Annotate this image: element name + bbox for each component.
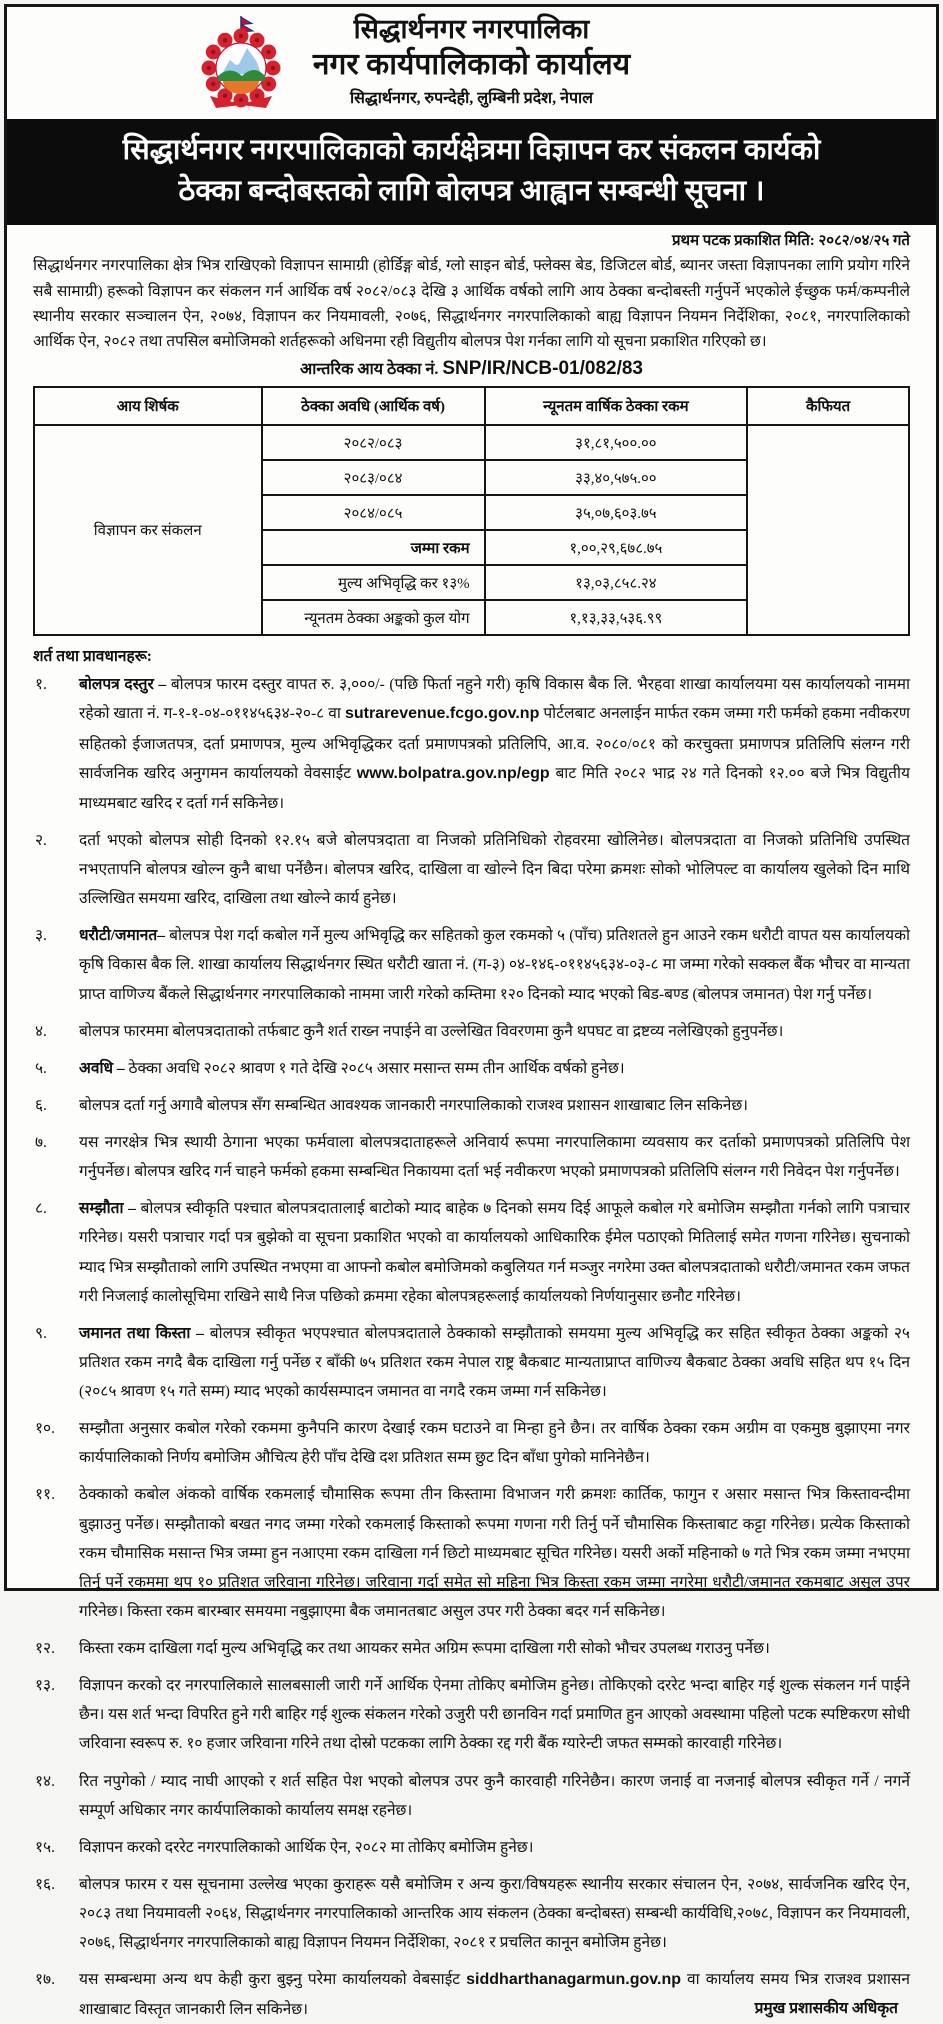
- term-item: [7, 1480, 936, 1626]
- term-item: [7, 1091, 936, 1120]
- term-item: [7, 1767, 936, 1825]
- term-text: सम्झौता – बोलपत्र स्वीकृति पश्चात बोलपत्रदातालाई बाटोको म्याद बाहेक ७ दिनको समय दिई आफूले कबोल गरे बमोजिम सम्झौता गर्नको लागि पत्राचार गरिनेछ। यसरी पत्राचार गर्दा पत्र बुझेको वा सूचना प्रकाशित भएको वा कार्यालयको आधिकारिक ईमेल पठाएको मितिलाई समेत गणना गरिनेछ। सुचनाको म्याद भित्र सम्झौताको लागि उपस्थित नभएमा वा आफ्नो कबोल बमोजिमको कबुलियत गर्न मञ्जुर नगरेमा उक्त बोलपत्रदाताको धरौटी/जमानत रकम जफत गरी निजलाई कालोसूचिमा राखिने साथै निज पछिको क्रममा रहेका बोलपत्रहरूलाई कार्यालयको निर्णयानुसार छनौट गरिनेछ।: [79, 1200, 910, 1305]
- tender-number-value: SNP/IR/NCB-01/082/83: [442, 358, 643, 380]
- term-text: यस सम्बन्धमा अन्य थप केही कुरा बुझ्नु परेमा कार्यालयको वेबसाईट siddharthanagarmun.gov.np वा कार्यालय समय भित्र राजश्व प्रशासन शाखाबाट विस्तृत जानकारी लिन सकिनेछ।: [79, 1971, 910, 2019]
- term-item: [7, 1833, 936, 1862]
- period-cell: २०८३/०८४: [262, 460, 485, 495]
- income-title-cell: विज्ञापन कर संकलन: [34, 425, 262, 635]
- term-number: १६.: [35, 1875, 55, 1893]
- notice-title-line1: सिद्धार्थनगर नगरपालिकाको कार्यक्षेत्रमा विज्ञापन कर संकलन कार्यको: [122, 134, 821, 166]
- term-item: [7, 1128, 936, 1186]
- term-text: बोलपत्र दस्तुर – बोलपत्र फारम दस्तुर वापत रु. ३,०००/- (पछि फिर्ता नहुने गरी) कृषि विकास बैक लि. भैरहवा शाखा कार्यालयमा यस कार्यालयको नाममा रहेको खाता नं. ग-१-१-०४-०११४५६३४-२०-८ वा sutrarevenue.fcgo.gov.np पोर्टलबाट अनलाईन मार्फत रकम जम्मा गरी फर्मको हकमा नवीकरण सहितको ईजाजतपत्र, दर्ता प्रमाणपत्र, मुल्य अभिवृद्धिकर दर्ता प्रमाणपत्रको प्रतिलिपि, आ.व. २०८०/०८१ को करचुक्ता प्रमाणपत्र प्रतिलिपि संलग्न गरी सार्वजनिक खरिद अनुगमन कार्यालयको वेवसाईट www.bolpatra.gov.np/egp बाट मिति २०८२ भाद्र २४ गते दिनको १२.०० बजे भित्र विद्युतीय माध्यमबाट खरिद र दर्ता गर्न सकिनेछ।: [79, 676, 911, 812]
- notice-title-banner: [7, 119, 936, 225]
- term-text: दर्ता भएको बोलपत्र सोही दिनको १२.१५ बजे बोलपत्रदाता वा निजको प्रतिनिधिको रोहवरमा खोलिनेछ। बोलपत्रदाता वा निजको प्रतिनिधि उपस्थित नभएतापनि बोलपत्र खोल्न कुनै बाधा पर्नेछैन। बोलपत्र खरिद, दाखिला वा खोल्ने दिन बिदा परेमा क्रमशः सोको भोलिपल्ट वा कार्यालय खुलेको दिन माथि उल्लिखित समयमा खरिद, दाखिला तथा खोल्ने कार्य हुनेछ।: [79, 831, 910, 908]
- term-text: बोलपत्र फारम र यस सूचनामा उल्लेख भएका कुराहरू यसै बमोजिम र अन्य कुरा/विषयहरू स्थानीय सरकार संचालन ऐन, २०७४, सार्वजनिक खरिद ऐन, २०८३ तथा नियमावली २०६४, सिद्धार्थनगर नगरपालिकाको आन्तरिक आय संकलन (ठेक्का बन्दोबस्त) सम्बन्धी कार्यविधि,२०७८, विज्ञापन कर नियमावली, २०७६, सिद्धार्थनगर नगरपालिकाको बाह्य विज्ञापन नियमन निर्देशिका, २०८१ र प्रचलित कानून बमोजिम हुनेछ।: [79, 1875, 910, 1952]
- term-number: ८.: [35, 1200, 47, 1218]
- term-item: [7, 1017, 936, 1046]
- municipality-name: सिद्धार्थनगर नगरपालिका: [353, 14, 590, 44]
- term-item: [7, 1194, 936, 1311]
- term-number: ९.: [35, 1324, 47, 1342]
- tender-number-label: आन्तरिक आय ठेक्का नं.: [300, 361, 443, 379]
- intro-paragraph: सिद्धार्थनगर नगरपालिका क्षेत्र भित्र राखिएको विज्ञापन सामाग्री (होर्डिङ्ग बोर्ड, ग्लो साइन बोर्ड, फ्लेक्स बेड, डिजिटल बोर्ड, ब्यानर जस्ता विज्ञापनका लागि प्रयोग गरिने सबै सामाग्री) हरूको विज्ञापन कर संकलन गर्न आर्थिक वर्ष २०८२/०८३ देखि ३ आर्थिक वर्षको लागि आय ठेक्का बन्दोबस्ती गर्नुपर्ने भएकोले ईच्छुक फर्म/कम्पनीले स्थानीय सरकार सञ्चालन ऐन, २०७४, विज्ञापन कर नियमावली, २०७६, सिद्धार्थनगर नगरपालिकाको बाह्य विज्ञापन नियमन निर्देशिका, २०८१, नगरपालिकाको आर्थिक ऐन, २०८२ तथा तपसिल बमोजिमको शर्तहरूको अधिनमा रही विद्युतीय बोलपत्र पेश गर्नका लागि यो सूचना प्रकाशित गरिएको छ।: [33, 257, 910, 351]
- term-number: १४.: [35, 1772, 55, 1790]
- term-item: [7, 1671, 936, 1758]
- term-text: विज्ञापन करको दर नगरपालिकाले सालबसाली जारी गर्ने आर्थिक ऐनमा तोकिए बमोजिम हुनेछ। तोकिएको दररेट भन्दा बाहिर गई शुल्क संकलन गर्न पाईने छैन। यस शर्त भन्दा विपरित हुने गरी बाहिर गई शुल्क संकलन गरेको उजुरी परी छानविन गर्दा प्रमाणित हुन आएको अवस्थामा पहिलो पटक स्पष्टिकरण सोधी जरिवाना स्वरूप रु. १० हजार जरिवाना गरिने तथा दोस्रो पटकका लागि ठेक्का रद्द गरी बैंक ग्यारेन्टी जफत सम्मको कारवाही गरिनेछ।: [79, 1677, 910, 1753]
- term-number: १.: [35, 676, 47, 694]
- col-header-remarks: कैफियत: [747, 387, 909, 425]
- term-item: [7, 1634, 936, 1663]
- office-address: सिद्धार्थनगर, रुपन्देही, लुम्बिनी प्रदेश, नेपाल: [349, 90, 594, 108]
- term-item: [7, 1054, 936, 1083]
- term-text: धरौटी/जमानत– बोलपत्र पेश गर्दा कबोल गर्ने मुल्य अभिवृद्धि कर सहितको कुल रकमको ५ (पाँच) प्रतिशतले हुन आउने रकम धरौटी वापत यस कार्यालयको कृषि विकास बैक लि. शाखा कार्यालय सिद्धार्थनगर स्थित धरौटी खाता नं. (ग-३) ०४-१४६-०११४५६३४-०३-८ मा जम्मा गरेको सक्कल बैंक भौचर वा मान्यता प्राप्त वाणिज्य बैंकले सिद्धार्थनगर नगरपालिकाको नाममा जारी गरेको कम्तिमा १२० दिनको म्याद भएको बिड-बण्ड (बोलपत्र जमानत) पेश गर्नु पर्नेछ।: [79, 927, 910, 1003]
- period-cell: न्यूनतम ठेक्का अङ्कको कुल योग: [262, 600, 485, 635]
- amount-cell: ३१,८१,५००.००: [485, 425, 748, 460]
- remarks-cell: [747, 425, 909, 635]
- term-text: अवधि – ठेक्का अवधि २०८२ श्रावण १ गते देखि २०८५ असार मसान्त सम्म तीन आर्थिक वर्षको हुनेछ।: [79, 1059, 625, 1077]
- notice-title-line2: ठेक्का बन्दोबस्तको लागि बोलपत्र आह्वान सम्बन्धी सूचना ।: [178, 175, 765, 208]
- term-item: [7, 826, 936, 913]
- term-number: १७.: [35, 1971, 55, 1989]
- term-item: [7, 670, 936, 818]
- term-text: रित नपुगेको / म्याद नाघी आएको र शर्त सहित पेश भएको बोलपत्र उपर कुनै कारवाही गरिनेछैन। कारण जनाई वा नजनाई बोलपत्र स्वीकृत गर्ने / नगर्ने सम्पूर्ण अधिकार नगर कार्यपालिकाको कार्यालय समक्ष रहनेछ।: [79, 1772, 910, 1819]
- term-number: ७.: [35, 1134, 47, 1151]
- letterhead: [7, 7, 936, 119]
- amount-cell: १,१३,३३,५३६.९९: [485, 600, 748, 635]
- tender-table: [33, 386, 910, 636]
- term-number: ४.: [35, 1022, 47, 1040]
- term-number: ५.: [35, 1059, 47, 1077]
- term-text: विज्ञापन करको दररेट नगरपालिकाको आर्थिक ऐन, २०८२ मा तोकिए बमोजिम हुनेछ।: [79, 1838, 534, 1856]
- amount-cell: १३,०३,८५८.२४: [485, 565, 748, 600]
- publish-date: प्रथम पटक प्रकाशित मिति: २०८२/०४/२५ गते: [671, 233, 910, 250]
- term-text: यस नगरक्षेत्र भित्र स्थायी ठेगाना भएका फर्मवाला बोलपत्रदाताहरूले अनिवार्य रूपमा नगरपालिकामा व्यवसाय कर दर्ताको प्रमाणपत्रको प्रतिलिपि पेश गर्नुपर्नेछ। बोलपत्र खरिद गर्न चाहने फर्मको हकमा सम्बन्धित निकायमा दर्ता भई नवीकरण भएको प्रमाणपत्रको प्रतिलिपि संलग्न गरी निवेदन पेश गर्नुपर्नेछ।: [79, 1134, 910, 1181]
- terms-heading: शर्त तथा प्रावधानहरू:: [33, 648, 152, 666]
- url-text: siddharthanagarmun.gov.np: [466, 1971, 681, 1989]
- tender-number-line: [7, 357, 936, 380]
- term-text: किस्ता रकम दाखिला गर्दा मुल्य अभिवृद्धि कर तथा आयकर समेत अग्रिम रूपमा दाखिला गरी सोको भौचर उपलब्ध गराउनु पर्नेछ।: [79, 1640, 770, 1657]
- term-number: १५.: [35, 1838, 55, 1856]
- url-text: www.bolpatra.gov.np/egp: [356, 764, 550, 782]
- col-header-amount: न्यूनतम वार्षिक ठेक्का रकम: [485, 387, 748, 425]
- amount-cell: ३५,०७,६०३.७५: [485, 495, 748, 530]
- term-item: [7, 1319, 936, 1406]
- term-text: सम्झौता अनुसार कबोल गरेको रकममा कुनैपनि कारण देखाई रकम घटाउने वा मिन्हा हुने छैन। तर वार्षिक ठेक्का रकम अग्रीम वा एकमुष्ठ बुझाएमा नगर कार्यपालिकाको निर्णय बमोजिम औचित्य हेरी पाँच देखि दश प्रतिशत सम्म छुट दिन बाँधा पुगेको मानिनेछैन।: [79, 1420, 910, 1467]
- term-item: [7, 921, 936, 1008]
- term-number: १०.: [35, 1420, 55, 1438]
- term-text: बोलपत्र दर्ता गर्नु अगावै बोलपत्र सँग सम्बन्धित आवश्यक जानकारी नगरपालिकाको राजश्व प्रशासन शाखाबाट लिन सकिनेछ।: [79, 1096, 749, 1114]
- period-cell: २०८४/०८५: [262, 495, 485, 530]
- col-header-income-title: आय शिर्षक: [34, 387, 262, 425]
- term-number: ६.: [35, 1096, 47, 1114]
- signature-title: प्रमुख प्रशासकीय अधिकृत: [754, 2000, 898, 2018]
- office-name: नगर कार्यपालिकाको कार्यालय: [312, 48, 631, 82]
- term-number: ३.: [35, 927, 47, 945]
- term-number: १२.: [35, 1640, 55, 1657]
- notice-page: [4, 4, 939, 2019]
- term-text: बोलपत्र फारममा बोलपत्रदाताको तर्फबाट कुनै शर्त राख्न नपाईने वा उल्लेखित विवरणमा कुनै थपघट वा द्रष्टव्य नलेखिएको हुनुपर्नेछ।: [79, 1022, 784, 1040]
- term-text: जमानत तथा किस्ता – बोलपत्र स्वीकृत भएपश्चात बोलपत्रदाताले ठेक्काको सम्झौताको समयमा मुल्य अभिवृद्धि कर सहित स्वीकृत ठेक्का अङ्कको २५ प्रतिशत रकम नगदै बैक दाखिला गर्नु पर्नेछ र बाँकी ७५ प्रतिशत रकम नेपाल राष्ट्र बैकबाट मान्यताप्राप्त वाणिज्य बैकबाट ठेक्का अवधि सहित थप १५ दिन (२०८५ श्रावण १५ गते सम्म) म्याद भएको कार्यसम्पादन जमानत वा नगदै रकम जम्मा गर्न सकिनेछ।: [79, 1324, 910, 1400]
- term-number: २.: [35, 831, 47, 849]
- term-item: [7, 1414, 936, 1472]
- term-text: ठेक्काको कबोल अंकको वार्षिक रकमलाई चौमासिक रूपमा तीन किस्तामा विभाजन गरी क्रमशः कार्तिक, फागुन र असार मसान्त भित्र किस्तावन्दीमा बुझाउनु पर्नेछ। सम्झौताको बखत नगद जम्मा गरेको रकमलाई किस्ताको रूपमा गणना गरी तिर्नु पर्ने चौमासिक किस्ताबाट कट्टा गरिनेछ। प्रत्येक किस्ताको रकम चौमासिक मसान्त भित्र जम्मा हुन नआएमा रकम दाखिला गर्न छिटो माध्यमबाट सूचित गरिनेछ। यसरी अर्को महिनाको ७ गते भित्र रकम जम्मा नभएमा तिर्नु पर्ने रकममा थप १० प्रतिशत जरिवाना गरिनेछ। जरिवाना गर्दा समेत सो महिना भित्र किस्ता रकम जम्मा नगरेमा धरौटी/जमानत रकमबाट असुल उपर गरिनेछ। किस्ता रकम बारम्बार समयमा नबुझाएमा बैक जमानतबाट असुल उपर गरी ठेक्का बदर गर्न सकिनेछ।: [79, 1486, 910, 1620]
- amount-cell: ३३,४०,५७५.००: [485, 460, 748, 495]
- terms-list: [7, 666, 936, 2024]
- term-item: [7, 1870, 936, 1957]
- amount-cell: १,००,२९,६७८.७५: [485, 530, 748, 565]
- municipality-emblem-icon: [197, 15, 285, 111]
- col-header-period: ठेक्का अवधि (आर्थिक वर्ष): [262, 387, 485, 425]
- url-text: sutrarevenue.fcgo.gov.np: [344, 705, 540, 723]
- period-cell: जम्मा रकम: [262, 530, 485, 565]
- period-cell: २०८२/०८३: [262, 425, 485, 460]
- term-number: ११.: [35, 1486, 55, 1504]
- period-cell: मुल्य अभिवृद्धि कर १३%: [262, 565, 485, 600]
- table-row: [34, 425, 909, 460]
- term-number: १३.: [35, 1677, 55, 1695]
- table-header-row: [34, 387, 909, 425]
